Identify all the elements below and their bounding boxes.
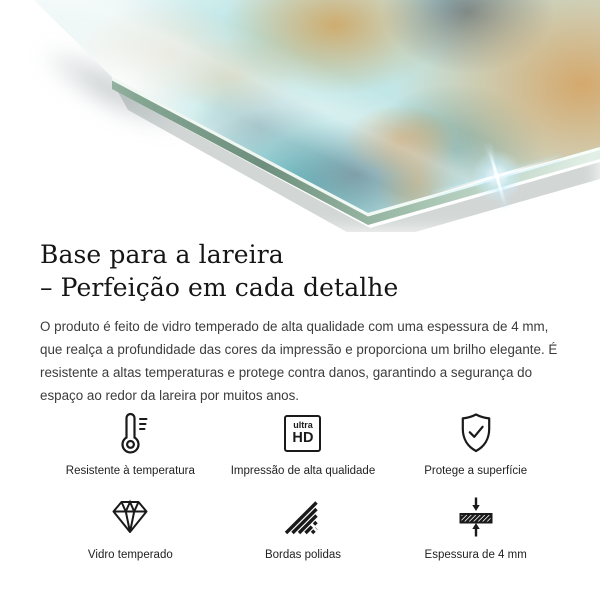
page-title-line1: Base para a lareira xyxy=(40,240,284,269)
feature-label: Espessura de 4 mm xyxy=(424,549,527,561)
features-grid xyxy=(44,411,562,561)
feature-polished-edges xyxy=(265,495,341,561)
feature-temperature xyxy=(66,411,195,477)
feature-tempered-glass xyxy=(88,495,173,561)
feature-label: Resistente à temperatura xyxy=(65,465,195,477)
feature-print-quality xyxy=(231,411,376,477)
feature-label: Impressão de alta qualidade xyxy=(230,465,376,477)
thermometer-icon xyxy=(110,411,150,455)
ultra-hd-badge-bottom: HD xyxy=(292,429,314,446)
feature-label: Bordas polidas xyxy=(264,549,342,561)
ultra-hd-icon xyxy=(284,411,321,455)
description-section xyxy=(0,238,600,561)
feature-surface-protection xyxy=(424,411,527,477)
page-title xyxy=(40,238,566,304)
product-description-text: O produto é feito de vidro temperado de alta qualidade com uma espessura de 4 mm, que realça a profundidade das cores da impressão e proporciona um brilho elegante. É resistente a altas temperaturas e protege contra danos, garantindo a segurança do espaço ao redor da lareira por muitos anos. xyxy=(40,319,558,403)
feature-label: Vidro temperado xyxy=(87,549,173,561)
diamond-icon xyxy=(110,495,150,539)
product-photo xyxy=(0,0,600,232)
ultra-hd-badge-top: ultra xyxy=(293,419,313,430)
shield-check-icon xyxy=(456,411,496,455)
polished-edges-icon xyxy=(283,495,323,539)
feature-label: Protege a superfície xyxy=(424,465,528,477)
feature-thickness xyxy=(425,495,527,561)
thickness-4mm-icon xyxy=(456,495,496,539)
page-title-line2: – Perfeição em cada detalhe xyxy=(40,273,399,302)
